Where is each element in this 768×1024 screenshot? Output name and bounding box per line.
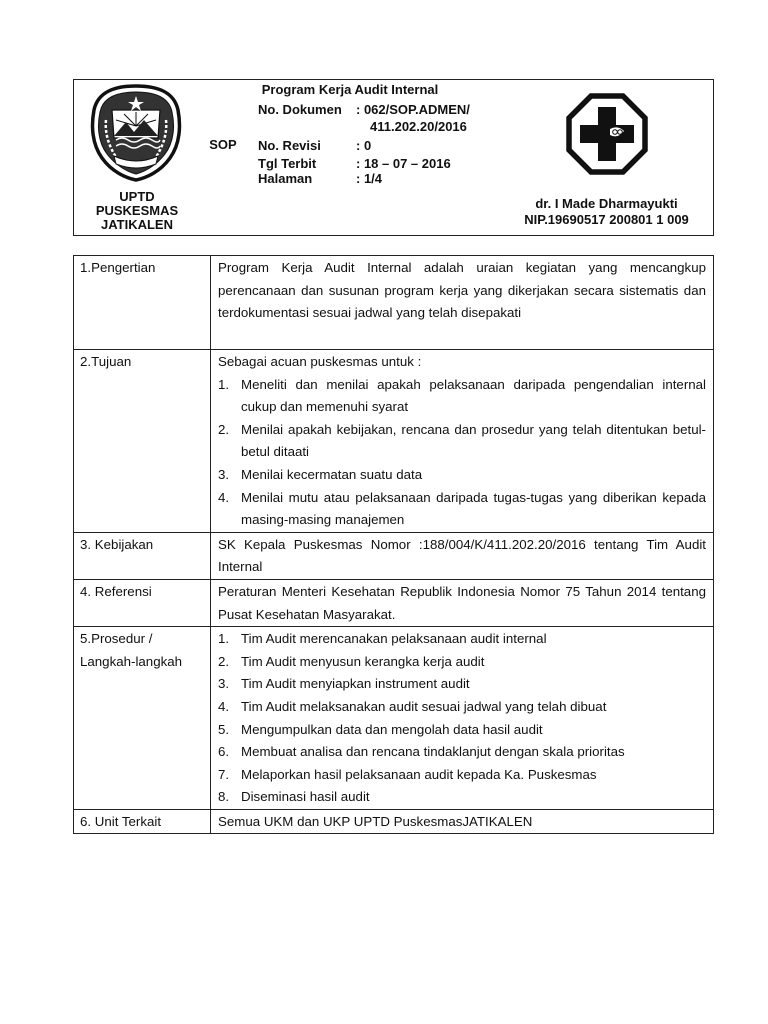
list-item: 3. Menilai kecermatan suatu data (218, 466, 423, 482)
unit-terkait-text: Semua UKM dan UKP UPTD PuskesmasJATIKALEN (218, 813, 533, 829)
signer-name: dr. I Made Dharmayukti (535, 196, 678, 211)
list-item: 5. Mengumpulkan data dan mengolah data hasil audit (218, 721, 543, 737)
prosedur-label-1: 5.Prosedur / (80, 631, 153, 647)
tgl-terbit-label: Tgl Terbit (258, 156, 317, 171)
blank-cell (200, 187, 500, 235)
halaman-row (246, 172, 500, 187)
organization-name (74, 187, 200, 235)
logo-cell (74, 80, 200, 187)
regency-emblem-icon (74, 80, 198, 185)
no-revisi-value: : 0 (356, 138, 372, 153)
tgl-terbit-value: : 18 – 07 – 2016 (356, 156, 451, 171)
document-title: Program Kerja Audit Internal (261, 82, 439, 97)
no-dokumen-value-2: 411.202.20/2016 (370, 119, 467, 134)
section-label (74, 627, 211, 810)
row-tujuan (74, 350, 714, 533)
halaman-value: : 1/4 (356, 171, 383, 186)
org-line-2: PUSKESMAS (95, 203, 179, 218)
no-dokumen-label: No. Dokumen (258, 102, 342, 117)
list-item: 3. Tim Audit menyiapkan instrument audit (218, 676, 470, 692)
no-revisi-row (246, 137, 500, 155)
section-label: 6. Unit Terkait (74, 809, 211, 834)
prosedur-label-2: Langkah-langkah (80, 653, 183, 669)
sop-label: SOP (209, 136, 237, 152)
list-item: 2. Menilai apakah kebijakan, rencana dan prosedur yang telah ditentukan betul-betul ditaati (218, 421, 706, 460)
signer-block (500, 187, 713, 235)
org-line-3: JATIKALEN (101, 217, 173, 232)
no-dokumen-row (246, 101, 500, 137)
no-dokumen-value: : 062/SOP.ADMEN/ (356, 102, 470, 117)
list-item: 8. Diseminasi hasil audit (218, 789, 370, 805)
list-item: 6. Membuat analisa dan rencana tindaklanjut dengan skala prioritas (218, 744, 625, 760)
list-item: 7. Melaporkan hasil pelaksanaan audit kepada Ka. Puskesmas (218, 766, 597, 782)
row-unit-terkait (74, 809, 714, 834)
list-item: 1. Tim Audit merencanakan pelaksanaan audit internal (218, 631, 547, 647)
section-label: 3. Kebijakan (74, 532, 211, 579)
row-kebijakan (74, 532, 714, 579)
kemenkes-cross-icon (566, 93, 648, 175)
prosedur-list (218, 628, 706, 809)
kebijakan-text: SK Kepala Puskesmas Nomor :188/004/K/411.202.20/2016 tentang Tim Audit Internal (218, 536, 706, 575)
row-referensi (74, 579, 714, 626)
section-label: 1.Pengertian (74, 256, 211, 350)
section-label: 4. Referensi (74, 579, 211, 626)
kemenkes-logo-cell (500, 80, 713, 187)
no-revisi-label: No. Revisi (258, 138, 321, 153)
list-item: 4. Tim Audit melaksanakan audit sesuai jadwal yang telah dibuat (218, 698, 607, 714)
referensi-text: Peraturan Menteri Kesehatan Republik Indonesia Nomor 75 Tahun 2014 tentang Pusat Kesehatan Masyarakat. (218, 583, 706, 622)
org-line-1: UPTD (119, 189, 155, 204)
section-label: 2.Tujuan (74, 350, 211, 533)
row-pengertian (74, 256, 714, 350)
pengertian-text: Program Kerja Audit Internal adalah uraian kegiatan yang mencangkup perencanaan dan susunan program kerja yang dikerjakan secara sistematis dan terdokumentasi sesuai jadwal yang telah disepakati (218, 260, 706, 321)
tujuan-intro: Sebagai acuan puskesmas untuk : (218, 354, 422, 369)
list-item: 1. Meneliti dan menilai apakah pelaksanaan daripada pengendalian internal cukup dan memenuhi syarat (218, 376, 706, 415)
signer-nip: NIP.19690517 200801 1 009 (524, 212, 689, 227)
sop-header-table (73, 79, 714, 236)
list-item: 2. Tim Audit menyusun kerangka kerja audit (218, 653, 485, 669)
tgl-terbit-row (246, 155, 500, 172)
halaman-label: Halaman (258, 171, 313, 186)
row-prosedur (74, 627, 714, 810)
tujuan-list (218, 374, 706, 532)
sop-content-table (73, 255, 714, 834)
list-item: 4. Menilai mutu atau pelaksanaan daripada tugas-tugas yang diberikan kepada masing-masing manajemen (218, 489, 706, 528)
